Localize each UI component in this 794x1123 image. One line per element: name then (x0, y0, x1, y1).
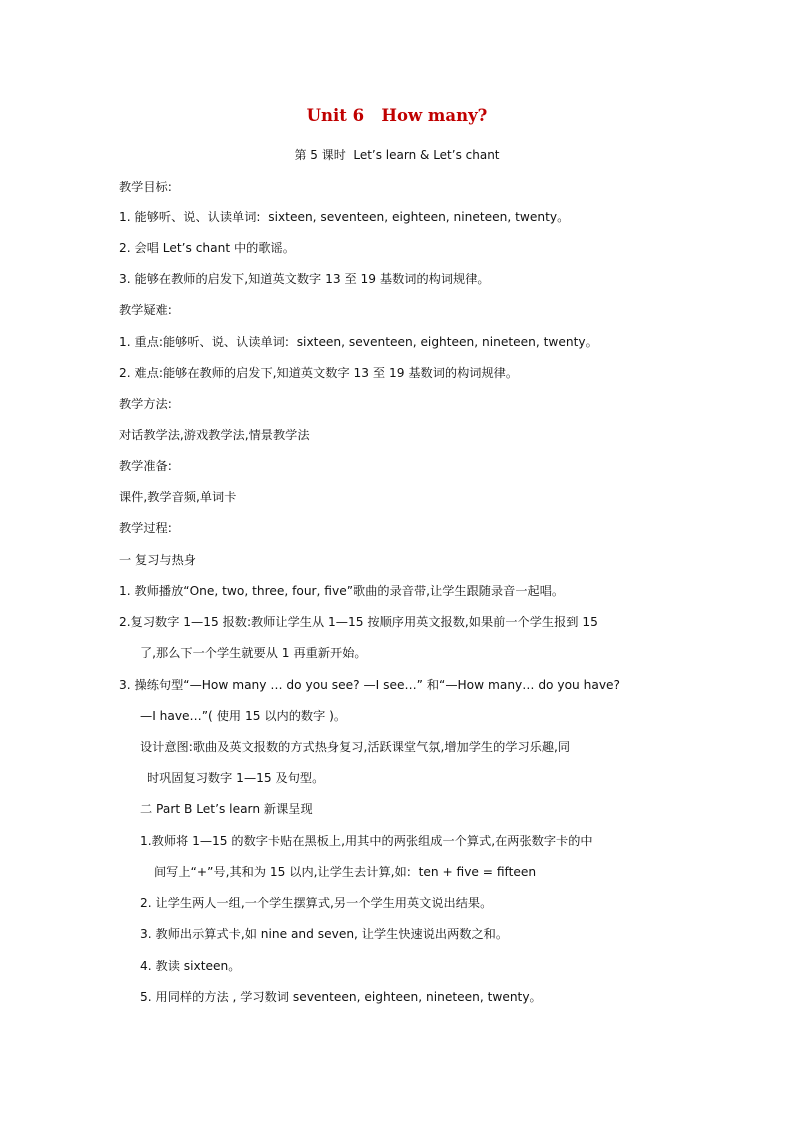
presentation-item-3: 3. 教师出示算式卡,如 nine and seven, 让学生快速说出两数之和。 (140, 927, 509, 941)
step-heading-presentation: 二 Part B Let’s learn 新课呈现 (140, 802, 313, 816)
presentation-item-5: 5. 用同样的方法 , 学习数词 seventeen, eighteen, nineteen, twenty。 (140, 990, 542, 1004)
objective-item-1: 1. 能够听、说、认读单词: sixteen, seventeen, eighteen, nineteen, twenty。 (119, 210, 570, 224)
presentation-item-2: 2. 让学生两人一组,一个学生摆算式,另一个学生用英文说出结果。 (140, 896, 493, 910)
step-heading-warmup: 一 复习与热身 (119, 553, 196, 567)
presentation-item-1-continued: 间写上“+”号,其和为 15 以内,让学生去计算,如: ten + five = fifteen (154, 865, 537, 879)
presentation-item-1: 1.教师将 1—15 的数字卡贴在黑板上,用其中的两张组成一个算式,在两张数字卡的中 (140, 834, 593, 848)
objective-item-3: 3. 能够在教师的启发下,知道英文数字 13 至 19 基数词的构词规律。 (119, 272, 490, 286)
section-heading-preparation: 教学准备: (119, 459, 172, 473)
difficulty-item-2: 2. 难点:能够在教师的启发下,知道英文数字 13 至 19 基数词的构词规律。 (119, 366, 519, 380)
objective-item-2: 2. 会唱 Let’s chant 中的歌谣。 (119, 241, 295, 255)
presentation-item-4: 4. 教读 sixteen。 (140, 959, 241, 973)
preparation-text: 课件,教学音频,单词卡 (119, 490, 237, 504)
section-heading-difficulties: 教学疑难: (119, 303, 172, 317)
warmup-item-2-continued: 了,那么下一个学生就要从 1 再重新开始。 (140, 646, 367, 660)
difficulty-item-1: 1. 重点:能够听、说、认读单词: sixteen, seventeen, eighteen, nineteen, twenty。 (119, 335, 598, 349)
warmup-item-1: 1. 教师播放“One, two, three, four, five”歌曲的录音带,让学生跟随录音一起唱。 (119, 584, 565, 598)
warmup-item-3: 3. 操练句型“—How many … do you see? —I see…” 和“—How many… do you have? (119, 678, 621, 692)
section-heading-objectives: 教学目标: (119, 180, 172, 194)
page-title: Unit 6 How many? (306, 106, 488, 125)
methods-text: 对话教学法,游戏教学法,情景教学法 (119, 428, 310, 442)
section-heading-methods: 教学方法: (119, 397, 172, 411)
section-heading-process: 教学过程: (119, 521, 172, 535)
lesson-subtitle: 第 5 课时 Let’s learn & Let’s chant (294, 148, 500, 162)
warmup-item-2: 2.复习数字 1—15 报数:教师让学生从 1—15 按顺序用英文报数,如果前一个学生报到 15 (119, 615, 598, 629)
design-intent: 设计意图:歌曲及英文报数的方式热身复习,活跃课堂气氛,增加学生的学习乐趣,同 (140, 740, 571, 754)
design-intent-continued: 时巩固复习数字 1—15 及句型。 (147, 771, 325, 785)
warmup-item-3-continued: —I have…”( 使用 15 以内的数字 )。 (140, 709, 347, 723)
